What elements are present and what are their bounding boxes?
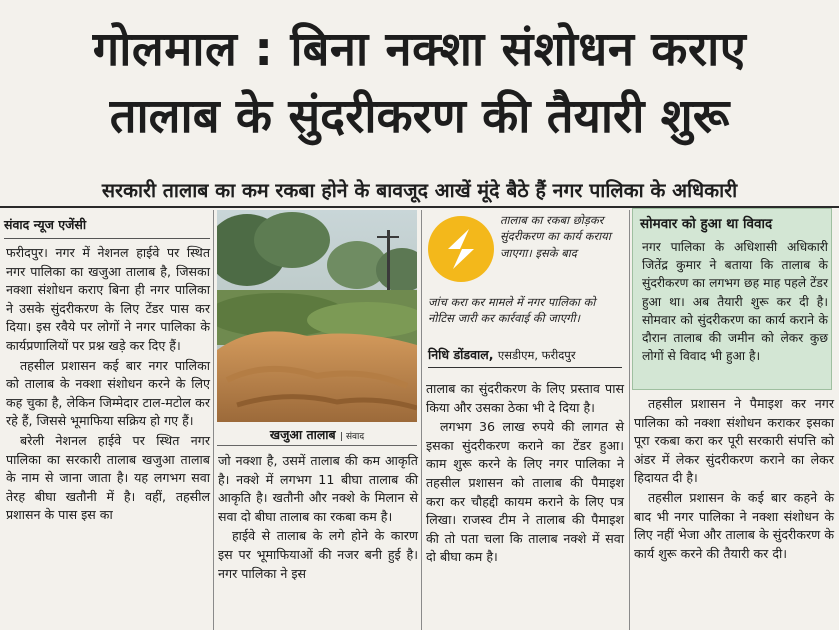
sidebox-text: नगर पालिका के अधिशासी अधिकारी जितेंद्र कुमार ने बताया कि तालाब के सुंदरीकरण का लगभग छह माह पहले टेंडर हुआ था। अब तैयारी शुरू कर दी है। सोमवार को सुंदरीकरण का कार्य कराने के दौरान तालाब की जमीन को लेकर कुछ लोगों से विवाद भी हुआ है। [642, 240, 828, 364]
newspaper-logo [428, 216, 494, 282]
paragraph: लगभग 36 लाख रुपये की लागत से इसका सुंदरीकरण कराने का टेंडर हुआ। काम शुरू करने के लिए नगर पालिका ने तहसील प्रशासन को तालाब की पैमाइश करा कर चौहद्दी कायम कराने के लिए पत्र लिखा। राजस्व टीम ने तालाब की पैमाइश की तो पता चला कि तालाब नक्शे में सवा दो बीघा कम है। [426, 419, 624, 565]
author-name: निधि डोंडवाल, [428, 347, 494, 362]
article-column-3 [426, 380, 624, 568]
headline-line-2: तालाब के सुंदरीकरण की तैयारी शुरू [109, 89, 730, 144]
official-quote-continued: जांच करा कर मामले में नगर पालिका को नोटिस जारी कर कार्रवाई की जाएगी। [428, 295, 596, 326]
column-divider [421, 210, 422, 630]
paragraph: फरीदपुर। नगर में नेशनल हाईवे पर स्थित नगर पालिका का खजुआ तालाब है, जिसका नक्शा संशोधन कराए बिना ही नगर पालिका ने उसके सुंदरीकरण के लिए टेंडर पास कर दिया। इस रवैये पर लोगों ने नगर पालिका के कार्यप्रणालियों पर प्रश्न खड़े कर दिए हैं। [6, 245, 210, 353]
logo-icon [428, 216, 494, 282]
pond-photo [217, 210, 417, 422]
paragraph: हाईवे से तालाब के लगे होने के कारण इस पर भूमाफियाओं की नजर बनी हुई है। नगर पालिका ने इस [218, 528, 418, 581]
byline-rule [4, 238, 210, 239]
official-quote: तालाब का रकबा छोड़कर सुंदरीकरण का कार्य कराया जाएगा। इसके बाद [500, 213, 611, 260]
pond-photo-image [217, 210, 417, 422]
paragraph: जो नक्शा है, उसमें तालाब की कम आकृति है। नक्शे में लगभग 11 बीघा तालाब की आकृति है। खतौनी और नक्शे के मिलान से सवा दो बीघा तालाब का रकबा कम है। [218, 453, 418, 524]
article-column-1 [6, 244, 210, 526]
paragraph: तालाब का सुंदरीकरण के लिए प्रस्ताव पास किया और उसका ठेका भी दे दिया है। [426, 381, 624, 415]
paragraph: तहसील प्रशासन ने पैमाइश कर नगर पालिका को नक्शा संशोधन कराकर इसका पूरा रकबा करा कर पूरी सरकारी संपत्ति को अंडर में लेकर सुंदरीकरण कराने का लेकर हिदायत दी है। [634, 396, 834, 486]
photo-caption: खजुआ तालाब | संवाद [217, 424, 417, 446]
caption-text: खजुआ तालाब [269, 427, 336, 442]
paragraph: तहसील प्रशासन कई बार नगर पालिका को तालाब के नक्शा संशोधन करने के लिए कह चुका है, लेकिन जिम्मेदार टाल-मटोल कर रहे हैं, जिससे भूमाफिया सक्रिय हो गए हैं। [6, 357, 210, 429]
column-divider [213, 210, 214, 630]
quote-author [428, 346, 622, 368]
headline-line-1: गोलमाल : बिना नक्शा संशोधन कराए [92, 22, 747, 77]
article-column-2 [218, 452, 418, 584]
author-designation: एसडीएम, फरीदपुर [497, 348, 576, 362]
photo-credit: संवाद [345, 432, 365, 442]
subheadline: सरकारी तालाब का कम रकबा होने के बावजूद आखें मूंदे बैठे हैं नगर पालिका के अधिकारी [101, 179, 738, 202]
column-divider [629, 210, 630, 630]
sidebox-title: सोमवार को हुआ था विवाद [640, 216, 773, 232]
paragraph: तहसील प्रशासन के कई बार कहने के बाद भी नगर पालिका ने नक्शा संशोधन के लिए नहीं भेजा और तालाब के सुंदरीकरण के कार्य शुरू करने की तैयारी कर दी। [634, 489, 834, 561]
byline: संवाद न्यूज एजेंसी [4, 217, 87, 232]
paragraph: बरेली नेशनल हाईवे पर स्थित नगर पालिका का सरकारी तालाब खजुआ तालाब के नाम से जाना जाता है। यह लगभग सवा तेरह बीघा खतौनी में है। वहीं, तहसील प्रशासन के पास इस का [6, 432, 210, 523]
article-column-4 [634, 395, 834, 564]
